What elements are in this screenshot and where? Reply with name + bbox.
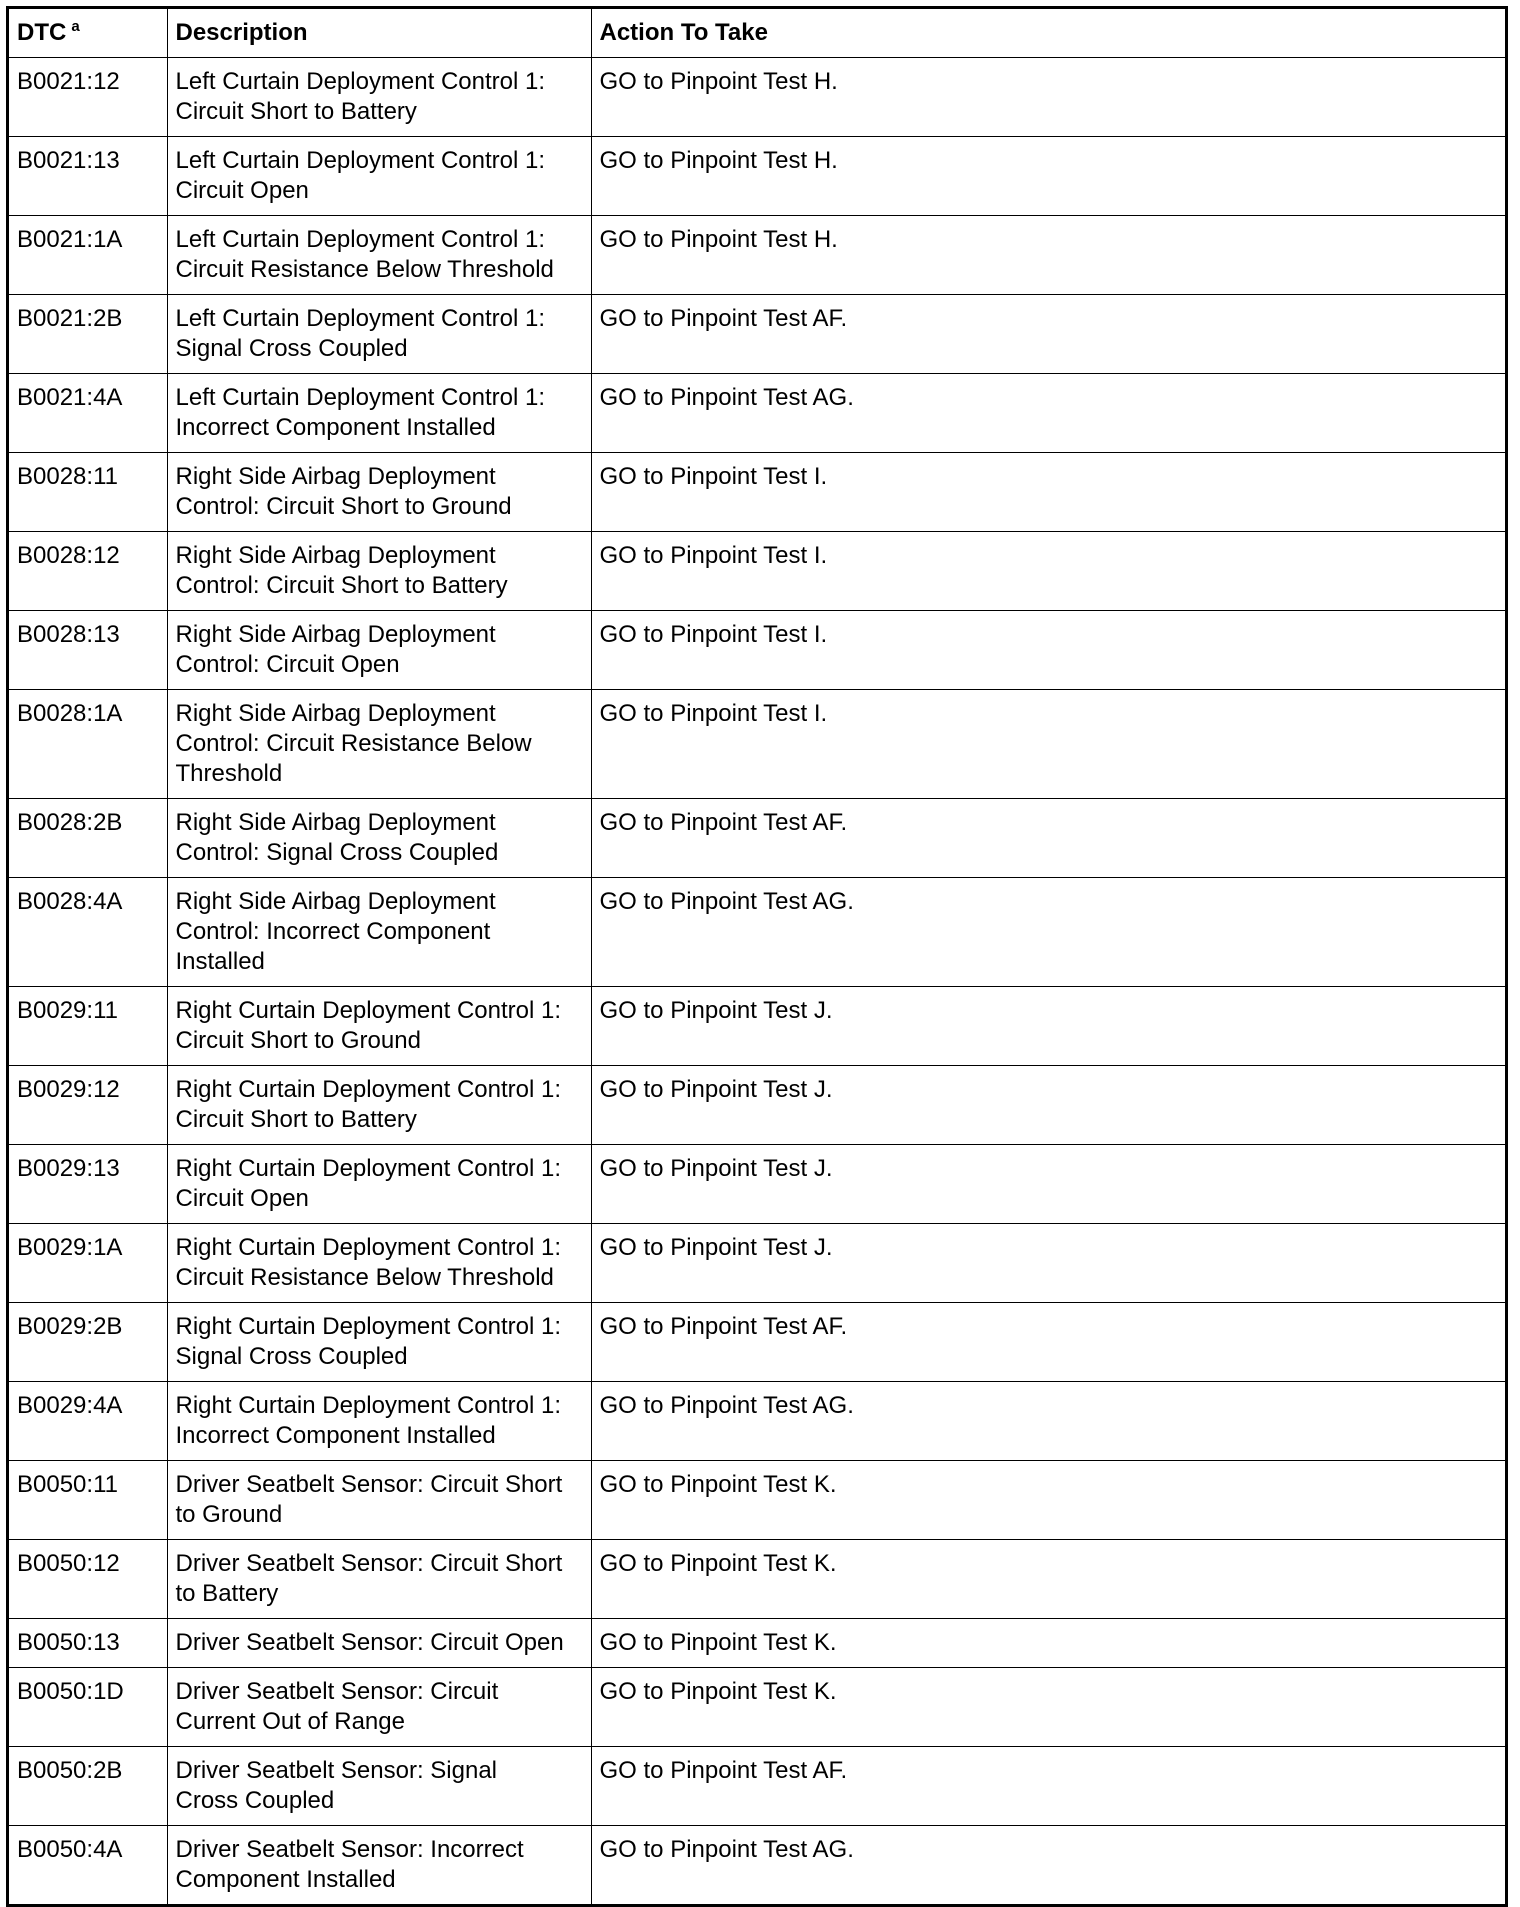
- table-row: [9, 295, 1505, 374]
- dtc-description: [167, 1826, 591, 1905]
- dtc-code: B0050:1D: [9, 1668, 167, 1747]
- dtc-description: [167, 1461, 591, 1540]
- dtc-description: [167, 1747, 591, 1826]
- description-line: Circuit Resistance Below Threshold: [175, 1264, 554, 1291]
- dtc-action: GO to Pinpoint Test K.: [591, 1619, 1505, 1668]
- table-row: [9, 453, 1505, 532]
- dtc-action: GO to Pinpoint Test AF.: [591, 799, 1505, 878]
- table-row: [9, 799, 1505, 878]
- description-line: Driver Seatbelt Sensor: Signal: [175, 1757, 497, 1784]
- dtc-action: GO to Pinpoint Test AG.: [591, 1826, 1505, 1905]
- table-row: [9, 1668, 1505, 1747]
- dtc-code: B0021:2B: [9, 295, 167, 374]
- table-row: [9, 1619, 1505, 1668]
- dtc-action: GO to Pinpoint Test J.: [591, 1145, 1505, 1224]
- dtc-action: GO to Pinpoint Test AF.: [591, 1747, 1505, 1826]
- dtc-action: GO to Pinpoint Test AG.: [591, 878, 1505, 987]
- dtc-action: GO to Pinpoint Test AF.: [591, 1303, 1505, 1382]
- description-line: Installed: [175, 948, 265, 975]
- dtc-code: B0029:12: [9, 1066, 167, 1145]
- dtc-action: GO to Pinpoint Test AG.: [591, 1382, 1505, 1461]
- dtc-description: [167, 987, 591, 1066]
- dtc-code: B0028:11: [9, 453, 167, 532]
- footnote-mark: a: [71, 18, 80, 35]
- dtc-description: [167, 1224, 591, 1303]
- dtc-action: GO to Pinpoint Test J.: [591, 1224, 1505, 1303]
- description-line: Signal Cross Coupled: [175, 335, 408, 362]
- dtc-code: B0021:1A: [9, 216, 167, 295]
- description-line: Right Curtain Deployment Control 1:: [175, 997, 562, 1024]
- dtc-code: B0029:2B: [9, 1303, 167, 1382]
- description-line: Incorrect Component Installed: [175, 414, 496, 441]
- dtc-code: B0050:12: [9, 1540, 167, 1619]
- description-line: Current Out of Range: [175, 1708, 405, 1735]
- dtc-description: [167, 878, 591, 987]
- description-line: Driver Seatbelt Sensor: Circuit: [175, 1678, 499, 1705]
- dtc-code: B0050:13: [9, 1619, 167, 1668]
- dtc-table: [9, 9, 1505, 1904]
- dtc-code: B0050:2B: [9, 1747, 167, 1826]
- dtc-code: B0029:4A: [9, 1382, 167, 1461]
- dtc-description: [167, 374, 591, 453]
- description-line: Right Curtain Deployment Control 1:: [175, 1234, 562, 1261]
- table-row: [9, 1303, 1505, 1382]
- dtc-description: [167, 1303, 591, 1382]
- description-line: Right Curtain Deployment Control 1:: [175, 1392, 562, 1419]
- description-line: Control: Circuit Open: [175, 651, 400, 678]
- dtc-code: B0029:11: [9, 987, 167, 1066]
- description-line: Circuit Open: [175, 1185, 309, 1212]
- dtc-action: GO to Pinpoint Test J.: [591, 987, 1505, 1066]
- dtc-code: B0028:12: [9, 532, 167, 611]
- dtc-code: B0029:13: [9, 1145, 167, 1224]
- table-row: [9, 690, 1505, 799]
- dtc-action: GO to Pinpoint Test I.: [591, 690, 1505, 799]
- description-line: Right Side Airbag Deployment: [175, 463, 496, 490]
- dtc-description: [167, 295, 591, 374]
- description-line: Cross Coupled: [175, 1787, 335, 1814]
- dtc-code: B0028:13: [9, 611, 167, 690]
- description-line: Left Curtain Deployment Control 1:: [175, 305, 546, 332]
- description-line: to Ground: [175, 1501, 283, 1528]
- table-row: [9, 1826, 1505, 1905]
- table-row: [9, 216, 1505, 295]
- dtc-action: GO to Pinpoint Test H.: [591, 216, 1505, 295]
- dtc-description: [167, 1668, 591, 1747]
- description-line: Control: Circuit Short to Battery: [175, 572, 508, 599]
- dtc-description: [167, 1066, 591, 1145]
- dtc-action: GO to Pinpoint Test K.: [591, 1668, 1505, 1747]
- header-action: Action To Take: [591, 9, 1505, 58]
- description-line: Driver Seatbelt Sensor: Circuit Open: [175, 1629, 564, 1656]
- description-line: Left Curtain Deployment Control 1:: [175, 68, 546, 95]
- table-row: [9, 1461, 1505, 1540]
- description-line: Right Curtain Deployment Control 1:: [175, 1076, 562, 1103]
- description-line: Driver Seatbelt Sensor: Incorrect: [175, 1836, 524, 1863]
- dtc-table-frame: [6, 6, 1508, 1907]
- dtc-action: GO to Pinpoint Test AG.: [591, 374, 1505, 453]
- description-line: Control: Signal Cross Coupled: [175, 839, 499, 866]
- dtc-description: [167, 453, 591, 532]
- dtc-description: [167, 1145, 591, 1224]
- description-line: Circuit Short to Battery: [175, 1106, 417, 1133]
- description-line: Left Curtain Deployment Control 1:: [175, 147, 546, 174]
- description-line: Right Curtain Deployment Control 1:: [175, 1155, 562, 1182]
- description-line: Control: Incorrect Component: [175, 918, 491, 945]
- description-line: Incorrect Component Installed: [175, 1422, 496, 1449]
- table-row: [9, 1224, 1505, 1303]
- dtc-description: [167, 216, 591, 295]
- description-line: Driver Seatbelt Sensor: Circuit Short: [175, 1550, 563, 1577]
- description-line: Circuit Open: [175, 177, 309, 204]
- description-line: Left Curtain Deployment Control 1:: [175, 226, 546, 253]
- dtc-description: [167, 58, 591, 137]
- description-line: Right Side Airbag Deployment: [175, 621, 496, 648]
- dtc-action: GO to Pinpoint Test K.: [591, 1540, 1505, 1619]
- dtc-code: B0029:1A: [9, 1224, 167, 1303]
- dtc-action: GO to Pinpoint Test H.: [591, 58, 1505, 137]
- description-line: Circuit Resistance Below Threshold: [175, 256, 554, 283]
- dtc-code: B0021:4A: [9, 374, 167, 453]
- dtc-description: [167, 1619, 591, 1668]
- dtc-action: GO to Pinpoint Test I.: [591, 611, 1505, 690]
- dtc-code: B0050:4A: [9, 1826, 167, 1905]
- table-row: [9, 1747, 1505, 1826]
- table-row: [9, 374, 1505, 453]
- dtc-action: GO to Pinpoint Test AF.: [591, 295, 1505, 374]
- header-dtc: DTC $^a$: [9, 9, 167, 58]
- description-line: Right Curtain Deployment Control 1:: [175, 1313, 562, 1340]
- dtc-action: GO to Pinpoint Test I.: [591, 453, 1505, 532]
- table-row: [9, 611, 1505, 690]
- description-line: Right Side Airbag Deployment: [175, 888, 496, 915]
- table-row: [9, 878, 1505, 987]
- description-line: Control: Circuit Resistance Below: [175, 730, 532, 757]
- dtc-code: B0028:1A: [9, 690, 167, 799]
- dtc-description: [167, 532, 591, 611]
- table-row: [9, 532, 1505, 611]
- table-row: [9, 1145, 1505, 1224]
- dtc-code: B0028:2B: [9, 799, 167, 878]
- table-row: [9, 137, 1505, 216]
- dtc-description: [167, 611, 591, 690]
- description-line: Right Side Airbag Deployment: [175, 809, 496, 836]
- description-line: Right Side Airbag Deployment: [175, 542, 496, 569]
- dtc-action: GO to Pinpoint Test J.: [591, 1066, 1505, 1145]
- table-row: [9, 987, 1505, 1066]
- description-line: Threshold: [175, 760, 283, 787]
- dtc-action: GO to Pinpoint Test K.: [591, 1461, 1505, 1540]
- dtc-code: B0021:13: [9, 137, 167, 216]
- dtc-description: [167, 1540, 591, 1619]
- description-line: Right Side Airbag Deployment: [175, 700, 496, 727]
- description-line: Control: Circuit Short to Ground: [175, 493, 512, 520]
- description-line: Left Curtain Deployment Control 1:: [175, 384, 546, 411]
- dtc-code: B0028:4A: [9, 878, 167, 987]
- table-row: [9, 1066, 1505, 1145]
- dtc-description: [167, 690, 591, 799]
- description-line: Signal Cross Coupled: [175, 1343, 408, 1370]
- header-description: Description: [167, 9, 591, 58]
- table-header-row: [9, 9, 1505, 58]
- dtc-action: GO to Pinpoint Test I.: [591, 532, 1505, 611]
- dtc-action: GO to Pinpoint Test H.: [591, 137, 1505, 216]
- table-row: [9, 1540, 1505, 1619]
- dtc-code: B0021:12: [9, 58, 167, 137]
- dtc-description: [167, 1382, 591, 1461]
- table-row: [9, 58, 1505, 137]
- description-line: Circuit Short to Ground: [175, 1027, 421, 1054]
- description-line: to Battery: [175, 1580, 279, 1607]
- dtc-description: [167, 799, 591, 878]
- dtc-description: [167, 137, 591, 216]
- description-line: Circuit Short to Battery: [175, 98, 417, 125]
- table-row: [9, 1382, 1505, 1461]
- description-line: Component Installed: [175, 1866, 396, 1893]
- description-line: Driver Seatbelt Sensor: Circuit Short: [175, 1471, 563, 1498]
- dtc-code: B0050:11: [9, 1461, 167, 1540]
